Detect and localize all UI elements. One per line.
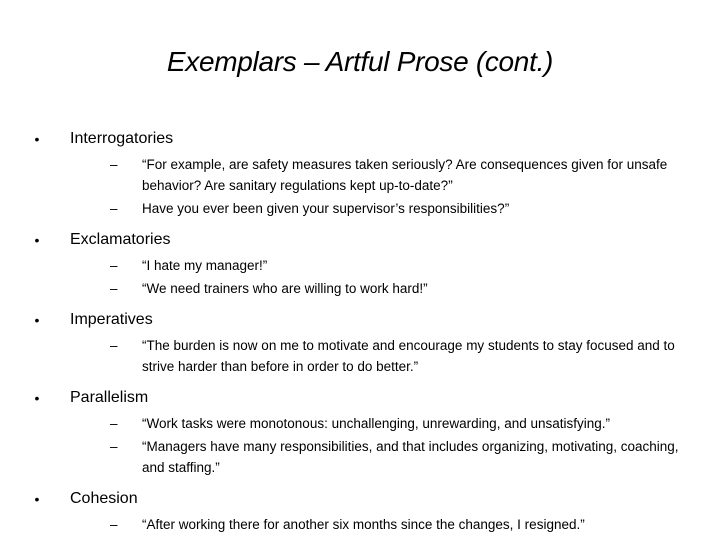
bullet-label: Interrogatories	[70, 130, 174, 147]
dash-marker: –	[110, 416, 118, 431]
sub-item-text: “We need trainers who are willing to work hard!”	[142, 281, 428, 296]
bullet-dot: •	[34, 390, 40, 406]
sub-item	[70, 154, 690, 196]
dash-marker: –	[110, 338, 118, 353]
dash-marker: –	[110, 157, 118, 172]
bullet-label: Cohesion	[70, 490, 138, 507]
sub-item	[70, 255, 690, 276]
bullet-label: Exclamatories	[70, 231, 171, 248]
dash-marker: –	[110, 517, 118, 532]
sub-list	[70, 413, 690, 478]
sub-item-text: Have you ever been given your supervisor’s responsibilities?”	[142, 201, 510, 216]
sub-item-text: “Managers have many responsibilities, and that includes organizing, motivating, coaching, and staffing.”	[142, 439, 679, 475]
bullet-dot: •	[34, 232, 40, 248]
sub-item-text: “Work tasks were monotonous: unchallenging, unrewarding, and unsatisfying.”	[142, 416, 611, 431]
bullet-dot: •	[34, 312, 40, 328]
dash-marker: –	[110, 439, 118, 454]
bullet-interrogatories	[30, 128, 690, 219]
bullet-label: Imperatives	[70, 311, 153, 328]
bullet-exclamatories	[30, 229, 690, 299]
sub-item	[70, 436, 690, 478]
bullet-dot: •	[34, 491, 40, 507]
dash-marker: –	[110, 258, 118, 273]
bullet-label: Parallelism	[70, 389, 149, 406]
sub-list	[70, 514, 690, 535]
sub-item	[70, 514, 690, 535]
sub-item-text: “For example, are safety measures taken seriously? Are consequences given for unsafe behavior? Are sanitary regulations kept up-to-date?”	[142, 157, 668, 193]
sub-item	[70, 335, 690, 377]
sub-list	[70, 154, 690, 219]
sub-item	[70, 413, 690, 434]
bullet-parallelism	[30, 387, 690, 478]
bullet-cohesion	[30, 488, 690, 535]
sub-item-text: “The burden is now on me to motivate and encourage my students to stay focused and to strive harder than before in order to do better.”	[142, 338, 675, 374]
bullet-dot: •	[34, 131, 40, 147]
slide-title: Exemplars – Artful Prose (cont.)	[166, 46, 554, 77]
sub-list	[70, 335, 690, 377]
sub-item-text: “After working there for another six months since the changes, I resigned.”	[142, 517, 585, 532]
dash-marker: –	[110, 201, 118, 216]
sub-item-text: “I hate my manager!”	[142, 258, 268, 273]
sub-item	[70, 278, 690, 299]
sub-item	[70, 198, 690, 219]
slide-content	[30, 128, 690, 535]
sub-list	[70, 255, 690, 299]
dash-marker: –	[110, 281, 118, 296]
bullet-imperatives	[30, 309, 690, 377]
